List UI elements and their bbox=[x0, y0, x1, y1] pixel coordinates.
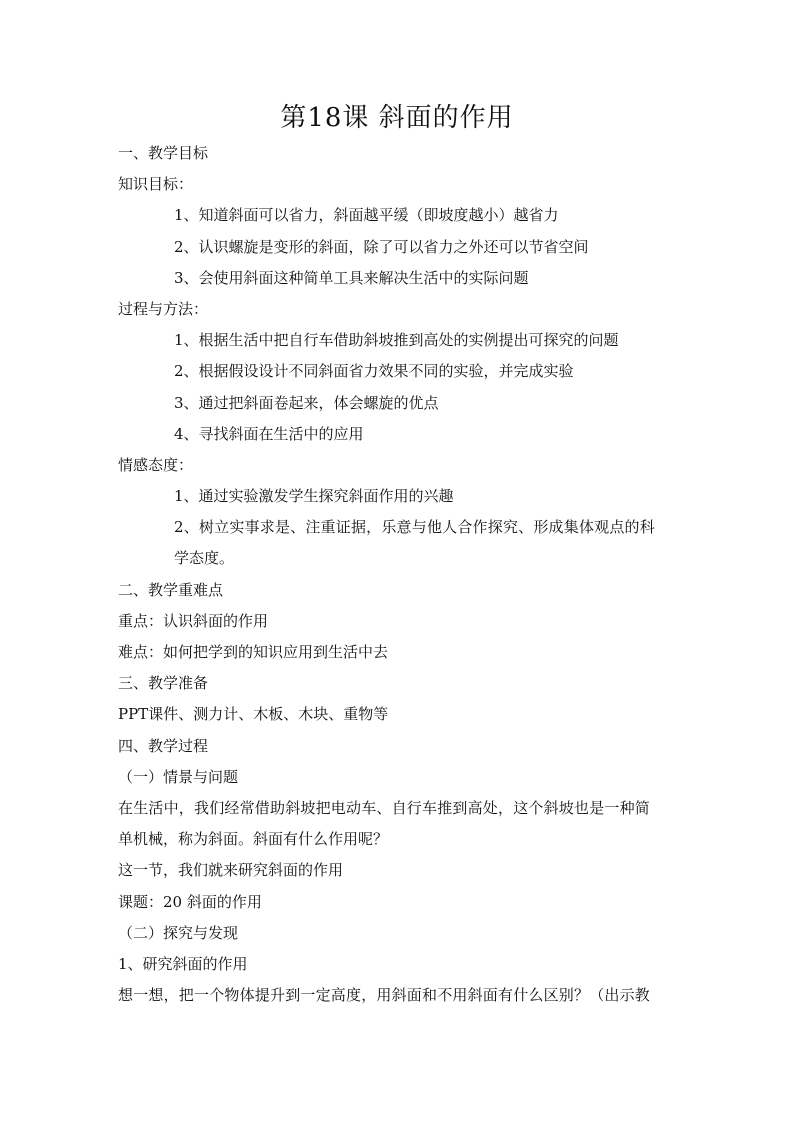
activity-heading: 1、研究斜面的作用 bbox=[118, 954, 248, 973]
knowledge-goal-item: 3、会使用斜面这种简单工具来解决生活中的实际问题 bbox=[174, 268, 529, 287]
knowledge-goal-item: 2、认识螺旋是变形的斜面，除了可以省力之外还可以节省空间 bbox=[174, 237, 589, 256]
process-method-item: 2、根据假设设计不同斜面省力效果不同的实验，并完成实验 bbox=[174, 362, 574, 381]
attitude-item-continuation: 学态度。 bbox=[174, 549, 235, 568]
paragraph-line: 这一节，我们就来研究斜面的作用 bbox=[118, 861, 344, 880]
page-title: 第18课 斜面的作用 bbox=[280, 103, 514, 133]
knowledge-goal-item: 1、知道斜面可以省力，斜面越平缓（即坡度越小）越省力 bbox=[174, 206, 559, 225]
section-heading-key-points: 二、教学重难点 bbox=[118, 580, 224, 599]
key-point-text: 重点：认识斜面的作用 bbox=[118, 611, 269, 630]
process-method-item: 3、通过把斜面卷起来，体会螺旋的优点 bbox=[174, 393, 439, 412]
paragraph-line: 想一想，把一个物体提升到一定高度，用斜面和不用斜面有什么区别？（出示教 bbox=[118, 986, 651, 1005]
difficult-point-text: 难点：如何把学到的知识应用到生活中去 bbox=[118, 643, 389, 661]
section-heading-process: 四、教学过程 bbox=[118, 736, 209, 755]
subheading-knowledge-goals: 知识目标： bbox=[118, 175, 194, 194]
subheading-process-methods: 过程与方法： bbox=[118, 299, 209, 318]
process-method-item: 4、寻找斜面在生活中的应用 bbox=[174, 424, 364, 443]
process-method-item: 1、根据生活中把自行车借助斜坡推到高处的实例提出可探究的问题 bbox=[174, 331, 619, 350]
section-heading-objectives: 一、教学目标 bbox=[118, 144, 209, 162]
attitude-item: 2、树立实事求是、注重证据，乐意与他人合作探究、形成集体观点的科 bbox=[174, 518, 655, 537]
paragraph-line: 在生活中，我们经常借助斜坡把电动车、自行车推到高处，这个斜坡也是一种简 bbox=[118, 798, 651, 817]
preparation-materials: PPT课件、测力计、木板、木块、重物等 bbox=[118, 705, 389, 724]
section-heading-preparation: 三、教学准备 bbox=[118, 674, 209, 693]
subheading-attitude: 情感态度： bbox=[118, 455, 194, 474]
document-body bbox=[118, 138, 686, 1011]
attitude-item: 1、通过实验激发学生探究斜面作用的兴趣 bbox=[174, 487, 454, 506]
lesson-topic-line: 课题：20 斜面的作用 bbox=[118, 892, 262, 911]
paragraph-line: 单机械，称为斜面。斜面有什么作用呢？ bbox=[118, 830, 389, 849]
subheading-inquiry-discovery: （二）探究与发现 bbox=[118, 923, 239, 942]
subheading-scenario-question: （一）情景与问题 bbox=[118, 767, 239, 786]
